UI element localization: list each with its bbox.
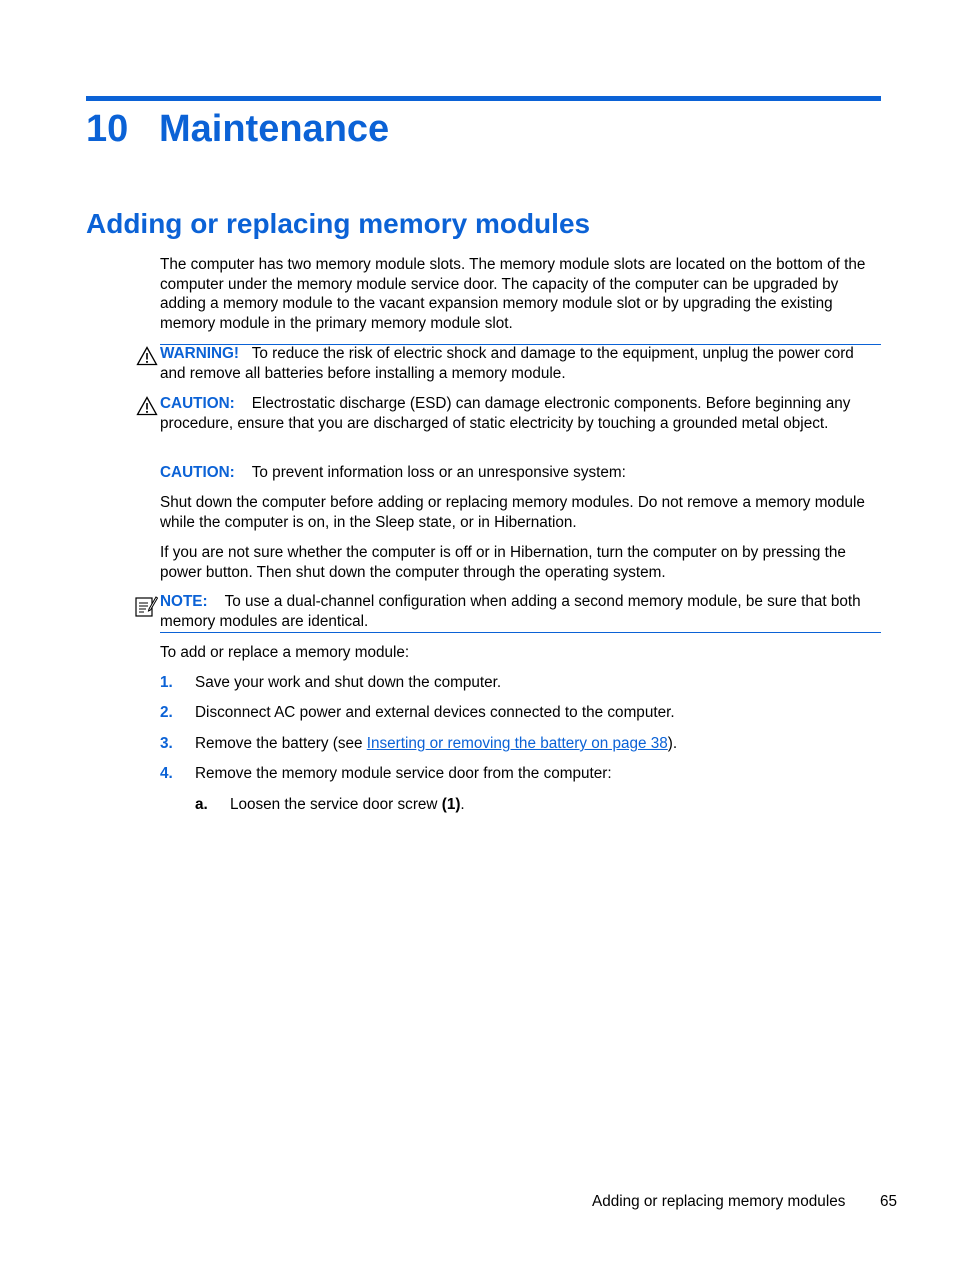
step-text <box>195 734 677 754</box>
warning-triangle-icon <box>136 346 158 366</box>
step-text: Disconnect AC power and external devices connected to the computer. <box>195 704 675 721</box>
chapter-title: Maintenance <box>159 108 390 150</box>
footer-page-number: 65 <box>880 1193 898 1210</box>
caution-notice-esd <box>160 394 882 433</box>
caution-detail-paragraph: If you are not sure whether the computer is off or in Hibernation, turn the computer on by pressing the power button. Then shut down the computer through the operating system. <box>160 544 846 581</box>
substep-text-before: Loosen the service door screw <box>230 796 442 813</box>
step-text-after: ). <box>667 735 678 752</box>
note-notice <box>160 592 882 631</box>
callout-number: (1) <box>441 796 461 813</box>
caution-label: CAUTION: <box>160 464 235 481</box>
chapter-heading <box>86 106 389 152</box>
substep-text-after: . <box>460 796 465 813</box>
note-text: To use a dual-channel configuration when adding a second memory module, be sure that both memory modules are identical. <box>160 593 861 630</box>
caution-detail-paragraph: Shut down the computer before adding or replacing memory modules. Do not remove a memory module while the computer is on, in the Sleep state, or in Hibernation. <box>160 494 865 531</box>
step-text: Save your work and shut down the computer. <box>195 674 502 691</box>
substep-text <box>230 795 465 815</box>
caution-label: CAUTION: <box>160 395 235 412</box>
step-number: 3. <box>160 735 173 752</box>
warning-notice <box>160 344 882 383</box>
caution-text: To prevent information loss or an unresponsive system: <box>251 464 626 481</box>
step-number: 4. <box>160 765 173 782</box>
procedure-intro: To add or replace a memory module: <box>160 644 410 661</box>
step-text-before: Remove the battery (see <box>195 735 367 752</box>
chapter-number: 10 <box>86 108 129 150</box>
chapter-rule <box>86 96 881 101</box>
caution-notice-info-loss <box>160 463 882 483</box>
step-text: Remove the memory module service door from the computer: <box>195 765 612 782</box>
step-number: 1. <box>160 674 173 691</box>
caution-triangle-icon <box>136 396 158 416</box>
note-pad-icon <box>134 594 158 618</box>
note-label: NOTE: <box>160 593 208 610</box>
caution-text: Electrostatic discharge (ESD) can damage electronic components. Before beginning any procedure, ensure that you are discharged of static electricity by touching a grounded metal object. <box>160 395 851 432</box>
warning-label: WARNING! <box>160 345 240 362</box>
section-title: Adding or replacing memory modules <box>86 208 591 239</box>
step-number: 2. <box>160 704 173 721</box>
battery-page-link[interactable]: Inserting or removing the battery on page 38 <box>366 735 668 752</box>
warning-text: To reduce the risk of electric shock and damage to the equipment, unplug the power cord and remove all batteries before installing a memory module. <box>160 345 854 382</box>
footer-section-title: Adding or replacing memory modules <box>592 1193 846 1210</box>
substep-letter: a. <box>195 796 208 813</box>
intro-paragraph: The computer has two memory module slots. The memory module slots are located on the bottom of the computer under the memory module service door. The capacity of the computer can be upgraded by adding a memory module to the vacant expansion memory module slot or by upgrading the existing memory module in the primary memory module slot. <box>160 256 866 332</box>
notice-bottom-rule <box>160 632 881 633</box>
